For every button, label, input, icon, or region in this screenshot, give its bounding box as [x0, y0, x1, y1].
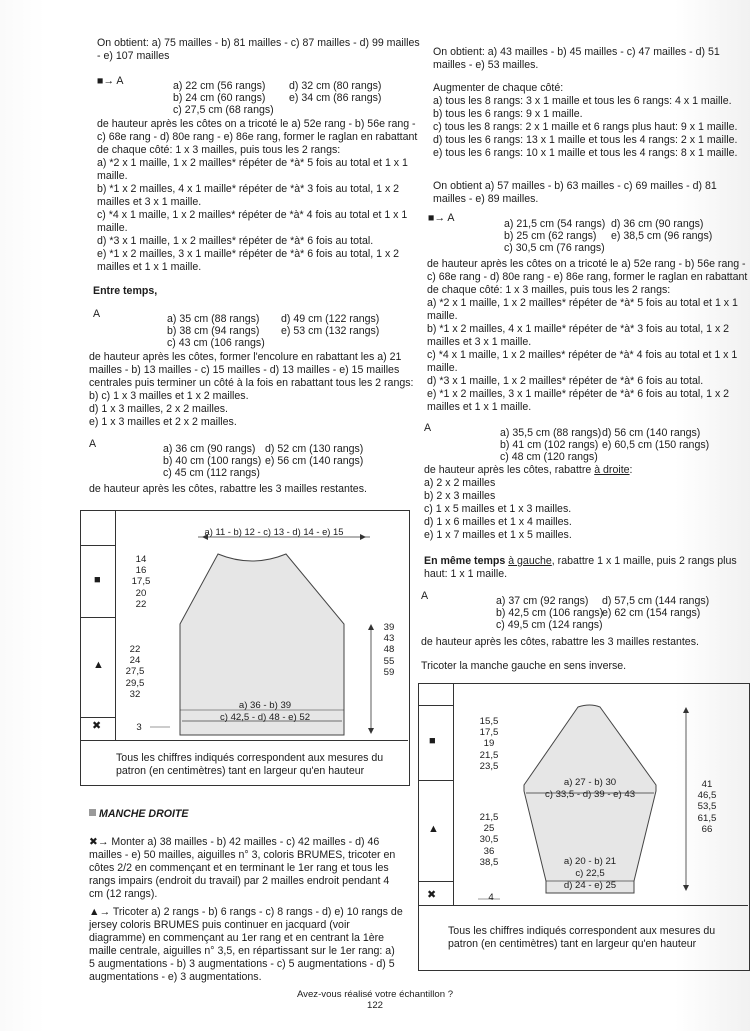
right-sizes-table-2 — [424, 422, 744, 464]
size-c: c) 30,5 cm (76 rangs) — [504, 242, 605, 254]
size-e: e) 53 cm (132 rangs) — [281, 325, 380, 337]
size-b: b) 25 cm (62 rangs) — [504, 230, 597, 242]
left-sizes-table-3 — [89, 438, 409, 480]
size-e: e) 60,5 cm (150 rangs) — [602, 439, 710, 451]
bottom-width-label-2: c) 42,5 - d) 48 - e) 52 — [219, 712, 311, 723]
size-d: d) 32 cm (80 rangs) — [289, 80, 382, 92]
size-c: c) 27,5 cm (68 rangs) — [173, 104, 274, 116]
right-obtient-1: On obtient: a) 43 mailles - b) 45 mailles - c) 47 mailles - d) 51 mailles - e) 53 mailles. — [433, 46, 720, 71]
size-a: a) 37 cm (92 rangs) — [496, 595, 589, 607]
cross-measure: 3 — [136, 722, 142, 733]
right-sizes-table-3 — [421, 590, 741, 632]
left-sizes-table-1 — [97, 75, 417, 117]
entre-temps-heading: Entre temps, — [93, 285, 158, 297]
page-number: 122 — [366, 1000, 383, 1011]
right-obtient-2: On obtient a) 57 mailles - b) 63 mailles - c) 69 mailles - d) 81 mailles - e) 89 mailles. — [433, 180, 717, 205]
size-b: b) 38 cm (94 rangs) — [167, 325, 260, 337]
footer-question: Avez-vous réalisé votre échantillon ? — [296, 989, 454, 1000]
size-e: e) 38,5 cm (96 rangs) — [611, 230, 713, 242]
size-a: a) 35 cm (88 rangs) — [167, 313, 260, 325]
right-height-list: 41 46,5 53,5 61,5 66 — [697, 779, 717, 835]
grey-square-icon — [89, 809, 96, 816]
diagram-caption: Tous les chiffres indiqués correspondent aux mesures du patron (en centimètres) tant en largeur qu'en hauteur — [116, 752, 384, 777]
left-diagram — [80, 510, 410, 786]
right-raglan: de hauteur après les côtes on a tricoté le a) 52e rang - b) 56e rang - c) 68e rang - d) 80e rang - e) 86e rang, former le raglan en rabattant de chaque côté: 1 x 3 mailles, puis tous les 2 rangs: a) *2 x 1 maille, 1 x 2 mailles* répéter de *à* 5 fois au total et 1 x 1 maille. b) *1 x 2 mailles, 4 x 1 maille* répéter de *à* 3 fois au total, 1 x 2 mailles et 3 x 1 maille. c) *4 x 1 maille, 1 x 2 mailles* répéter de *à* 4 fois au total et 1 x 1 maille. d) *3 x 1 maille, 1 x 2 mailles* répéter de *à* 6 fois au total. e) *1 x 2 mailles, 3 x 1 maille* répéter de *à* 6 fois au total, 1 x 2 mailles et 1 x 1 maille. — [427, 258, 748, 413]
size-d: d) 57,5 cm (144 rangs) — [602, 595, 710, 607]
mid-width-label-1: a) 27 - b) 30 — [563, 777, 617, 788]
size-d: d) 49 cm (122 rangs) — [281, 313, 380, 325]
square-measure-list: 14 16 17,5 20 22 — [131, 554, 151, 610]
left-rabattre: de hauteur après les côtes, rabattre les 3 mailles restantes. — [89, 483, 367, 495]
size-marker: ■→ A — [428, 212, 455, 224]
size-a: a) 21,5 cm (54 rangs) — [504, 218, 606, 230]
size-e: e) 56 cm (140 rangs) — [265, 455, 364, 467]
size-b: b) 24 cm (60 rangs) — [173, 92, 266, 104]
size-c: c) 43 cm (106 rangs) — [167, 337, 265, 349]
manche-droite-title: MANCHE DROITE — [89, 808, 188, 821]
size-e: e) 34 cm (86 rangs) — [289, 92, 382, 104]
cross-marker-icon: ✖ — [427, 889, 437, 901]
left-obtient-1: On obtient: a) 75 mailles - b) 81 mailles - c) 87 mailles - d) 99 mailles - e) 107 mailles — [97, 37, 420, 62]
square-marker-icon: ■ — [94, 574, 101, 586]
size-b: b) 42,5 cm (106 rangs) — [496, 607, 604, 619]
size-d: d) 56 cm (140 rangs) — [602, 427, 701, 439]
cross-measure: 4 — [488, 892, 494, 903]
size-c: c) 45 cm (112 rangs) — [163, 467, 260, 479]
size-marker: A — [93, 308, 101, 320]
left-sizes-table-2 — [93, 308, 413, 350]
right-sizes-table-1 — [428, 212, 748, 254]
right-augmenter: Augmenter de chaque côté: a) tous les 8 rangs: 3 x 1 maille et tous les 6 rangs: 4 x 1 maille. b) tous les 6 rangs: 9 x 1 maille. c) tous les 8 rangs: 2 x 1 maille et 6 rangs plus haut: 9 x 1 maille. d) tous les 6 rangs: 13 x 1 maille et tous les 4 rangs: 2 x 1 maille. e) tous les 6 rangs: 10 x 1 maille et tous les 4 rangs: 8 x 1 maille. — [433, 82, 738, 159]
size-c: c) 49,5 cm (124 rangs) — [496, 619, 603, 631]
size-a: a) 22 cm (56 rangs) — [173, 80, 266, 92]
size-marker: A — [424, 422, 432, 434]
right-meme-temps: En même temps à gauche, rabattre 1 x 1 maille, puis 2 rangs plus haut: 1 x 1 maille. — [424, 555, 737, 580]
square-measure-list: 15,5 17,5 19 21,5 23,5 — [479, 716, 499, 772]
triangle-marker-icon: ▲ — [428, 823, 439, 835]
size-c: c) 48 cm (120 rangs) — [500, 451, 598, 463]
triangle-measure-list: 21,5 25 30,5 36 38,5 — [479, 812, 499, 868]
triangle-marker-icon: ▲ — [93, 659, 104, 671]
size-marker: ■→ A — [97, 75, 124, 87]
diagram-caption: Tous les chiffres indiqués correspondent aux mesures du patron (en centimètres) tant en largeur qu'en hauteur — [448, 925, 716, 950]
top-width-label: a) 11 - b) 12 - c) 13 - d) 14 - e) 15 — [204, 526, 344, 537]
size-marker: A — [421, 590, 429, 602]
right-tricoter-gauche: Tricoter la manche gauche en sens inverse. — [421, 660, 627, 672]
cross-marker-icon: ✖ — [92, 720, 102, 732]
low-width-label-2: c) 22,5 — [575, 868, 605, 879]
triangle-measure-list: 22 24 27,5 29,5 32 — [125, 644, 145, 700]
size-marker: A — [89, 438, 97, 450]
left-tricoter: ▲→ Tricoter a) 2 rangs - b) 6 rangs - c) 8 rangs - d) e) 10 rangs de jersey coloris BRUMES puis continuer en jacquard (voir diagramme) en commençant au 1er rang et en centrant la 1ère maille centrale, aiguilles n° 3,5, en répartissant sur le 1er rang: a) 5 augmentations - b) 3 augmentations - c) 5 augmentations - d) 5 augmentations - e) 3 augmentations. — [89, 906, 403, 983]
right-height-list: 39 43 48 55 59 — [383, 622, 395, 678]
left-monter: ✖→ Monter a) 38 mailles - b) 42 mailles - c) 42 mailles - d) 46 mailles - e) 50 mailles, aiguilles n° 3, coloris BRUMES, tricoter en côtes 2/2 en commençant et en terminant le 1er rang et tous les rangs impairs (endroit du travail) par 2 mailles endroit pendant 4 cm (12 rangs). — [89, 836, 396, 900]
right-rabattre-droite: de hauteur après les côtes, rabattre à droite: a) 2 x 2 mailles b) 2 x 3 mailles c) 1 x 5 mailles et 1 x 3 mailles. d) 1 x 6 mailles et 1 x 4 mailles. e) 1 x 7 mailles et 1 x 5 mailles. — [424, 464, 633, 541]
size-b: b) 40 cm (100 rangs) — [163, 455, 262, 467]
mid-width-label-2: c) 33,5 - d) 39 - e) 43 — [544, 789, 636, 800]
bottom-width-label-1: a) 36 - b) 39 — [238, 700, 292, 711]
size-a: a) 36 cm (90 rangs) — [163, 443, 256, 455]
size-b: b) 41 cm (102 rangs) — [500, 439, 599, 451]
low-width-label-3: d) 24 - e) 25 — [563, 880, 617, 891]
left-raglan: de hauteur après les côtes on a tricoté le a) 52e rang - b) 56e rang - c) 68e rang - d) 80e rang - e) 86e rang, former le raglan en rabattant de chaque côté: 1 x 3 mailles, puis tous les 2 rangs: a) *2 x 1 maille, 1 x 2 mailles* répéter de *à* 5 fois au total et 1 x 1 maille. b) *1 x 2 mailles, 4 x 1 maille* répéter de *à* 3 fois au total, 1 x 2 mailles et 3 x 1 maille. c) *4 x 1 maille, 1 x 2 mailles* répéter de *à* 4 fois au total et 1 x 1 maille. d) *3 x 1 maille, 1 x 2 mailles* répéter de *à* 6 fois au total. e) *1 x 2 mailles, 3 x 1 maille* répéter de *à* 6 fois au total, 1 x 2 mailles et 1 x 1 maille. — [97, 118, 418, 273]
size-a: a) 35,5 cm (88 rangs) — [500, 427, 602, 439]
low-width-label-1: a) 20 - b) 21 — [563, 856, 617, 867]
right-diagram — [418, 683, 750, 971]
square-marker-icon: ■ — [429, 735, 436, 747]
size-d: d) 36 cm (90 rangs) — [611, 218, 704, 230]
right-rabattre-3: de hauteur après les côtes, rabattre les 3 mailles restantes. — [421, 636, 699, 648]
size-e: e) 62 cm (154 rangs) — [602, 607, 701, 619]
size-d: d) 52 cm (130 rangs) — [265, 443, 364, 455]
left-encolure: de hauteur après les côtes, former l'encolure en rabattant les a) 21 mailles - b) 13 mailles - c) 15 mailles - d) 13 mailles - e) 15 mailles centrales puis terminer un côté à la fois en rabattant tous les 2 rangs: b) c) 1 x 3 mailles et 1 x 2 mailles. d) 1 x 3 mailles, 2 x 2 mailles. e) 1 x 3 mailles et 2 x 2 mailles. — [89, 351, 414, 428]
